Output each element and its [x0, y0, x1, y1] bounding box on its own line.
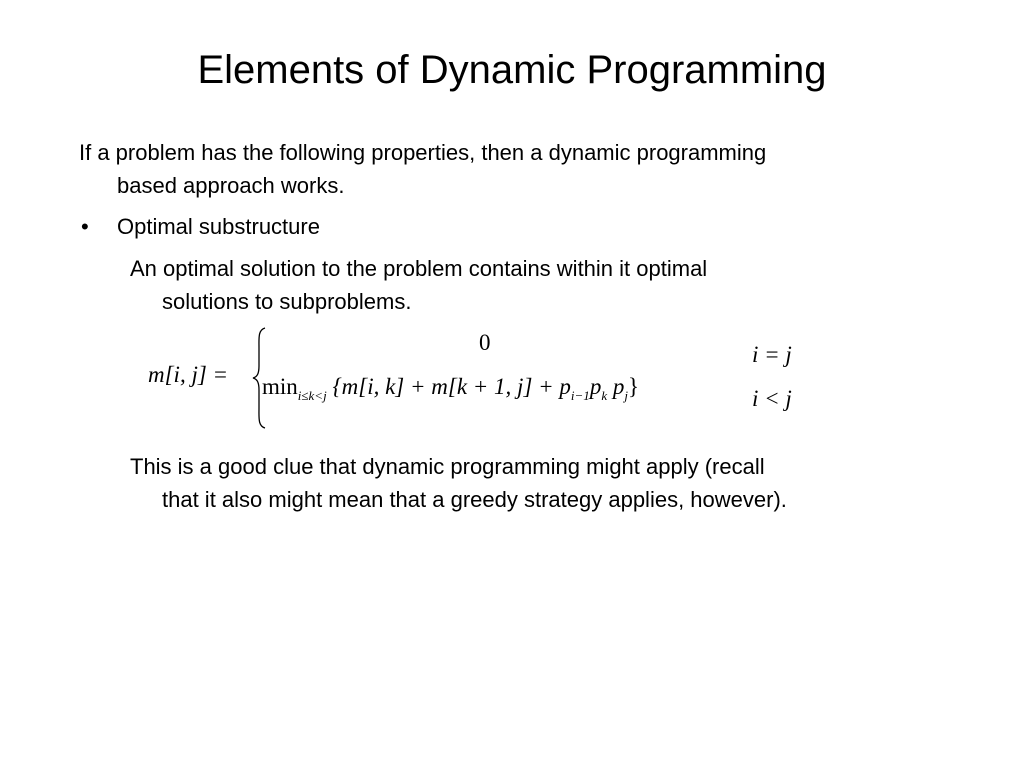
clue-line-2: that it also might mean that a greedy strategy applies, however). [162, 487, 787, 512]
intro-line-1: If a problem has the following properties, then a dynamic programming [79, 140, 767, 165]
min-subscript: i≤k<j [297, 388, 327, 403]
intro-paragraph [79, 136, 766, 202]
bullet-marker: • [81, 214, 89, 239]
bullet-label: Optimal substructure [117, 214, 320, 239]
case2-body: {m[i, k] + m[k + 1, j] + p [332, 374, 571, 399]
case2-close-brace: } [627, 374, 640, 399]
definition-line-2: solutions to subproblems. [162, 289, 412, 314]
intro-line-2: based approach works. [117, 173, 345, 198]
case1-value: 0 [479, 330, 491, 355]
clue-line-1: This is a good clue that dynamic programming might apply (recall [130, 454, 765, 479]
case2-expression [262, 374, 640, 403]
p2-symbol: p [589, 374, 602, 399]
p3-symbol: p [612, 374, 625, 399]
definition-line-1: An optimal solution to the problem contains within it optimal [130, 256, 708, 281]
min-operator: min [262, 374, 298, 399]
case1-condition: i = j [752, 342, 792, 367]
clue-paragraph [130, 450, 787, 516]
p1-subscript: i−1 [570, 388, 590, 403]
p3-subscript: j [624, 388, 628, 403]
definition-paragraph [130, 252, 707, 318]
formula-lhs: m[i, j] = [148, 362, 229, 387]
case2-condition: i < j [752, 386, 792, 411]
slide-title: Elements of Dynamic Programming [197, 48, 827, 92]
p2-subscript: k [601, 388, 608, 403]
